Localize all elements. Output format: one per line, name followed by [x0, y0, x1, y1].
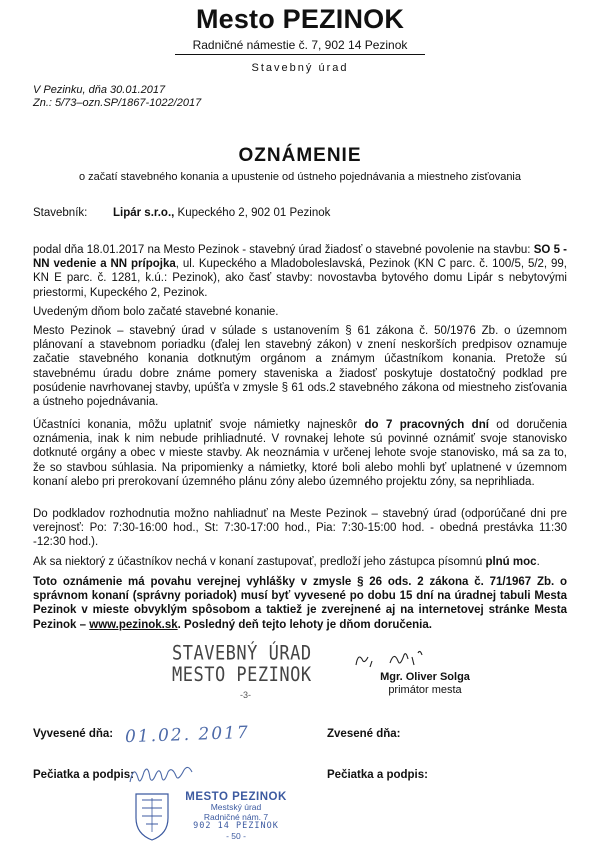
office-name: Stavebný úrad [251, 62, 349, 74]
p5-text: Do podkladov rozhodnutia možno nahliadnuť na Meste Pezinok – stavebný úrad (odporúčané dni pre verejnosť: Po: 7:30-16:00 hod., St: 7:30-17:00 hod., Pia: 7:30-15:00 hod. - obedná prestávka 11:30 -12:30 hod.). [33, 508, 567, 549]
paragraph-representation [33, 555, 567, 569]
city-stamp-line5: - 50 - [226, 830, 246, 841]
posted-date: 01.02. 2017 [124, 722, 251, 748]
p1-text-a: podal dňa 18.01.2017 na Mesto Pezinok - stavebný úrad žiadosť o stavebné povolenie na stavbu: [33, 244, 534, 256]
stamp-office-number: -3- [240, 690, 251, 700]
power-of-attorney: plnú moc [485, 556, 537, 568]
p7-text-c: . Posledný deň tejto lehoty je dňom doručenia. [177, 618, 432, 631]
paragraph-inspection [33, 507, 567, 550]
signer-block [375, 671, 475, 697]
removed-label: Zvesené dňa: [327, 728, 401, 740]
city-stamp-line1: MESTO PEZINOK [185, 791, 287, 803]
stamp-office-line1: STAVEBNÝ ÚRAD [172, 642, 312, 665]
website-link[interactable]: www.pezinok.sk [89, 618, 178, 631]
posted-label: Vyvesené dňa: [33, 728, 114, 740]
paragraph-objections [33, 418, 567, 489]
city-stamp-text [172, 791, 300, 841]
deadline: do 7 pracovných dní [364, 419, 489, 431]
p4-text-a: Účastníci konania, môžu uplatniť svoje námietky najneskôr [33, 419, 365, 431]
stamp-sign-label-right: Pečiatka a podpis: [327, 769, 428, 781]
paragraph-notice [33, 324, 567, 409]
document-subtitle: o začatí stavebného konania a upustenie od ústneho pojednávania a miestneho zisťovania [79, 171, 521, 183]
document-meta [33, 84, 201, 110]
p3-text: Mesto Pezinok – stavebný úrad v súlade s ustanovením § 61 zákona č. 50/1976 Zb. o územnom plánovaní a stavebnom poriadku (ďalej len stavebný zákon) v znení neskorších predpisov oznamuje začatie stavebného konania dotknutým orgánom a známym účastníkom konania. Pretože sú stavebnému úradu dobre známe pomery staveniska a žiadosť poskytuje dostatočný podklad pre posúdenie navrhovanej stavby, upúšťa v zmysle § 61 ods.2 stavebného zákona od miestneho zisťovania a ústneho pojednávania. [33, 325, 567, 409]
p2-text: Uvedeným dňom bolo začaté stavebné konanie. [33, 306, 279, 318]
p1-text-c: , ul. Kupeckého a Mladoboleslavská, Pezinok (KN C parc. č. 100/5, 5/2, 99, KN E parc. č. 1281, k.ú.: Pezinok), ako časť stavby: novostavba bytového domu Lipár s nebytovými priestormi, Kupeckého 2, Pezinok. [33, 258, 567, 299]
paragraph-application [33, 243, 567, 300]
builder-name: Lipár s.r.o., [113, 207, 175, 219]
coat-of-arms-icon [128, 788, 176, 842]
project-name: SO 5 - NN vedenie a NN prípojka [33, 244, 568, 271]
builder-line [33, 207, 330, 219]
city-name: Mesto PEZINOK [195, 4, 405, 34]
city-stamp-line3: Radničné nám. 7 [203, 811, 269, 822]
reference-number: Zn.: 5/73–ozn.SP/1867-1022/2017 [33, 97, 202, 109]
document-title: OZNÁMENIE [238, 145, 362, 166]
header-divider [175, 54, 425, 55]
p4-text-c: od doručenia oznámenia, inak k nim nebude prihliadnuté. V rovnakej lehote sú povinné oznámiť svoje stanovisko dotknuté orgány a obec v mieste stavby. Ak neoznámia v určenej lehote svoje stanovisko, má sa za to, že so stavbou súhlasia. Na pripomienky a námietky, ktoré boli alebo mohli byť uplatnené v územnom konaní alebo pri prerokovaní územného plánu zóny alebo územného projektu zóny, sa neprihliada. [33, 419, 567, 488]
official-signature [122, 760, 202, 790]
mayor-signature [350, 645, 440, 673]
city-address: Radničné námestie č. 7, 902 14 Pezinok [192, 38, 408, 52]
p6-text-a: Ak sa niektorý z účastníkov nechá v konaní zastupovať, predloží jeho zástupca písomnú [33, 556, 486, 568]
signer-role: primátor mesta [388, 684, 462, 696]
stamp-office-line2: MESTO PEZINOK [172, 663, 312, 687]
builder-label: Stavebník: [33, 207, 88, 219]
p6-text-c: . [536, 556, 540, 568]
p7-text-a: Toto oznámenie má povahu verejnej vyhlášky v zmysle § 26 ods. 2 zákona č. 71/1967 Zb. o správnom konaní (správny poriadok) musí byť vyvesené po dobu 15 dní na úradnej tabuli Mesta Pezinok v mieste obvyklým spôsobom a taktiež je zverejnené aj na internetovej stránke Mesta Pezinok – [33, 576, 567, 631]
paragraph-public-notice [33, 575, 567, 632]
stamp-sign-label: Pečiatka a podpis: [33, 769, 134, 781]
city-office-stamp [128, 787, 300, 843]
signer-name: Mgr. Oliver Solga [380, 671, 470, 683]
builder-address: Kupeckého 2, 902 01 Pezinok [174, 207, 331, 219]
city-stamp-line2: Mestský úrad [210, 802, 262, 812]
city-stamp-line4: 902 14 PEZINOK [193, 821, 279, 831]
place-date: V Pezinku, dňa 30.01.2017 [33, 84, 166, 96]
paragraph-started [33, 305, 567, 319]
building-office-stamp [172, 643, 312, 687]
